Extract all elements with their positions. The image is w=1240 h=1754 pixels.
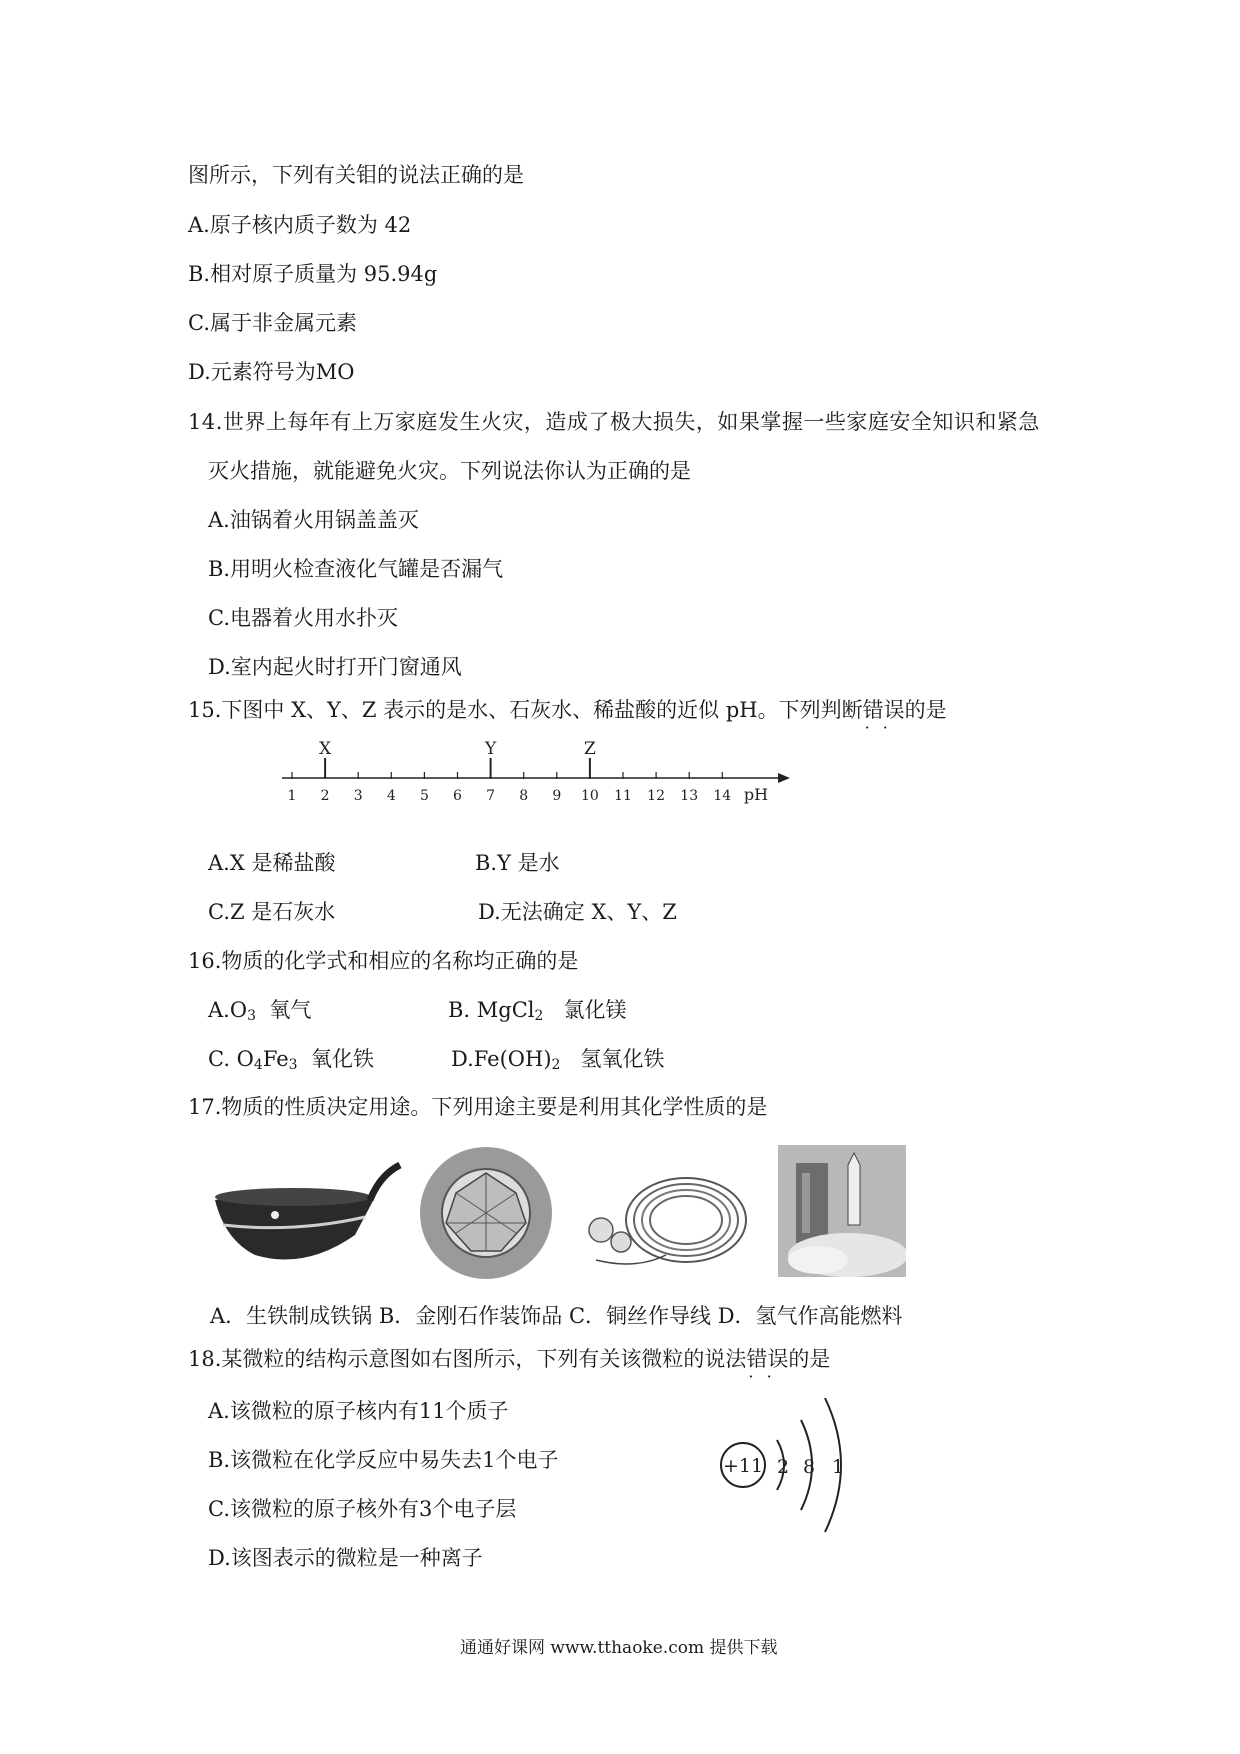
q15-option-a: A.X 是稀盐酸: [208, 851, 336, 875]
ph-marker-label-z: Z: [583, 739, 596, 759]
diamond-picture: [416, 1143, 556, 1283]
copper-wire-picture: [576, 1160, 761, 1280]
q16-a-sub: 3: [247, 1008, 256, 1024]
ph-tick-label: 13: [680, 788, 699, 804]
q14-stem-line2: 灭火措施，就能避免火灾。下列说法你认为正确的是: [208, 459, 691, 483]
q15-stem-emphasis: 错误 · ·: [863, 700, 905, 721]
q16-d-sub: 2: [551, 1057, 561, 1073]
ph-tick-label: 5: [419, 788, 429, 804]
q13-option-c: C.属于非金属元素: [188, 311, 357, 335]
q16-a-name: 氧气: [269, 998, 312, 1022]
q14-option-b: B.用明火检查液化气罐是否漏气: [208, 557, 504, 581]
q13-option-d: D.元素符号为MO: [188, 360, 355, 384]
ph-tick-label: 1: [287, 788, 297, 804]
ph-tick-label: 7: [486, 788, 496, 804]
q16-option-b: [448, 1000, 626, 1023]
q16-c-sub1: 4: [253, 1057, 263, 1073]
q16-a-formula: O: [229, 998, 248, 1022]
shell-1-electrons: 2: [777, 1456, 790, 1478]
ph-axis-arrow: [778, 773, 790, 783]
ph-tick-label: 4: [386, 788, 396, 804]
ph-tick-label: 2: [320, 788, 330, 804]
ph-tick-label: 6: [453, 788, 462, 804]
q13-option-b: B.相对原子质量为 95.94g: [188, 262, 438, 286]
ph-tick-label: 8: [519, 788, 529, 804]
q16-a-prefix: A.: [208, 998, 230, 1022]
q15-stem-after: 的是: [904, 698, 947, 722]
q16-c-name: 氧化铁: [310, 1047, 374, 1071]
ph-marker-label-y: Y: [484, 739, 497, 759]
q13-stem: 图所示，下列有关钼的说法正确的是: [188, 163, 524, 187]
q16-d-name: 氢氧化铁: [580, 1047, 665, 1071]
ph-tick-label: 11: [614, 788, 632, 804]
q16-d-formula: D.Fe(OH): [451, 1047, 552, 1071]
q16-stem: 16.物质的化学式和相应的名称均正确的是: [188, 949, 579, 973]
q16-c-mid: Fe: [262, 1047, 289, 1071]
q17-captions: A．生铁制成铁锅 B．金刚石作装饰品 C．铜丝作导线 D．氢气作高能燃料: [210, 1304, 903, 1328]
q16-b-formula: B. MgCl: [448, 998, 535, 1022]
q16-c-prefix: C. O: [208, 1047, 254, 1071]
q14-stem-line1: 14.世界上每年有上万家庭发生火灾，造成了极大损失，如果掌握一些家庭安全知识和紧急: [188, 410, 1040, 434]
q15-option-b: B.Y 是水: [475, 851, 560, 875]
ph-scale: [270, 730, 790, 820]
shell-2-electrons: 8: [803, 1456, 816, 1478]
wok-picture: [205, 1155, 405, 1275]
ph-tick-label: 3: [353, 788, 363, 804]
rocket-launch-picture: [778, 1145, 906, 1277]
q18-option-b: B.该微粒在化学反应中易失去1个电子: [208, 1448, 559, 1472]
atom-structure-diagram: [715, 1390, 885, 1540]
q15-stem: [188, 700, 947, 721]
q14-option-d: D.室内起火时打开门窗通风: [208, 655, 462, 679]
q18-option-c: C.该微粒的原子核外有3个电子层: [208, 1497, 517, 1521]
q14-option-c: C.电器着火用水扑灭: [208, 606, 398, 630]
ph-marker-label-x: X: [319, 739, 332, 759]
q18-option-a: A.该微粒的原子核内有11个质子: [208, 1399, 509, 1423]
q15-option-d: D.无法确定 X、Y、Z: [478, 900, 677, 924]
q15-stem-before: 15.下图中 X、Y、Z 表示的是水、石灰水、稀盐酸的近似 pH。下列判断: [188, 698, 863, 722]
q18-stem-after: 的是: [788, 1347, 831, 1371]
q16-b-sub: 2: [534, 1008, 544, 1024]
footer-source: 通通好课网 www.tthaoke.com 提供下载: [460, 1638, 778, 1658]
q18-option-d: D.该图表示的微粒是一种离子: [208, 1546, 483, 1570]
q18-stem-emphasis: 错误 · ·: [746, 1349, 788, 1370]
shell-3-electrons: 1: [832, 1456, 845, 1478]
q18-stem-before: 18.某微粒的结构示意图如右图所示，下列有关该微粒的说法: [188, 1347, 747, 1371]
q18-stem: [188, 1349, 830, 1370]
q16-b-name: 氯化镁: [563, 998, 627, 1022]
ph-tick-label: 9: [552, 788, 562, 804]
q16-option-c: [208, 1049, 374, 1072]
nucleus-label: +11: [722, 1455, 764, 1477]
q14-option-a: A.油锅着火用锅盖盖灭: [208, 508, 419, 532]
q16-option-d: [451, 1049, 664, 1072]
q16-option-a: [208, 1000, 311, 1023]
ph-tick-label: 12: [647, 788, 666, 804]
ph-tick-label: 14: [713, 788, 732, 804]
q13-option-a: A.原子核内质子数为 42: [188, 213, 412, 237]
q15-option-c: C.Z 是石灰水: [208, 900, 336, 924]
ph-axis-label: pH: [743, 785, 769, 804]
q17-stem: 17.物质的性质决定用途。下列用途主要是利用其化学性质的是: [188, 1095, 768, 1119]
ph-tick-label: 10: [580, 788, 599, 804]
q16-c-sub2: 3: [288, 1057, 298, 1073]
